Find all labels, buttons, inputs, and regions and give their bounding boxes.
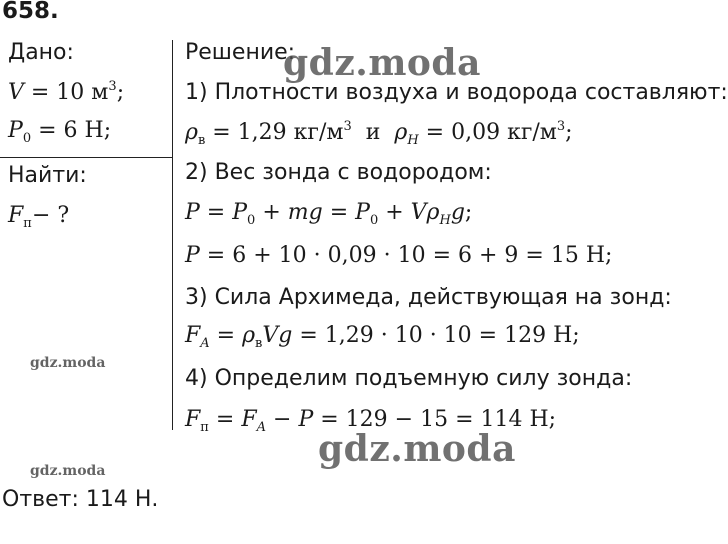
problem-number: 658. <box>2 0 59 24</box>
solution-step1: 1) Плотности воздуха и водорода составляют: <box>185 80 728 105</box>
find-target: $F_п-$ ? <box>8 203 70 231</box>
solution-step2: 2) Вес зонда с водородом: <box>185 160 492 185</box>
answer: Ответ: 114 Н. <box>2 487 159 512</box>
watermark-bottom: gdz.moda <box>318 428 516 470</box>
given-header: Дано: <box>8 40 74 65</box>
watermark-small-middle: gdz.moda <box>30 355 106 371</box>
archimedes-formula: $F_A = \rho_вVg = 1,29 \cdot 10 \cdot 10 = 129$ Н; <box>185 323 580 351</box>
given-find-divider <box>0 157 172 158</box>
weight-calc: P = 6 + 10 · 0,09 · 10 = 6 + 9 = 15 Н; <box>185 243 613 268</box>
solution-step3: 3) Сила Архимеда, действующая на зонд: <box>185 285 672 310</box>
solution-step4: 4) Определим подъемную силу зонда: <box>185 366 633 391</box>
solution-header: Решение: <box>185 40 296 65</box>
column-divider <box>172 40 173 430</box>
watermark-top: gdz.moda <box>283 42 481 84</box>
weight-formula: $P = P_0$ + mg = $P_0 + V\rho_Hg$; <box>185 200 473 228</box>
lift-formula: $F_п = F_A - P = 129 - 15 = 114$ Н; <box>185 407 557 435</box>
watermark-small-bottom: gdz.moda <box>30 463 106 479</box>
densities-line: $\rho_в = 1,29$ $кг/м^3$ и $\rho_H = 0,09$ $кг/м^3$; <box>185 119 573 148</box>
given-p0: $P_0 = 6$ Н; <box>8 118 112 146</box>
find-header: Найти: <box>8 163 87 188</box>
given-volume: V = 10 $м^3$; <box>8 79 125 105</box>
